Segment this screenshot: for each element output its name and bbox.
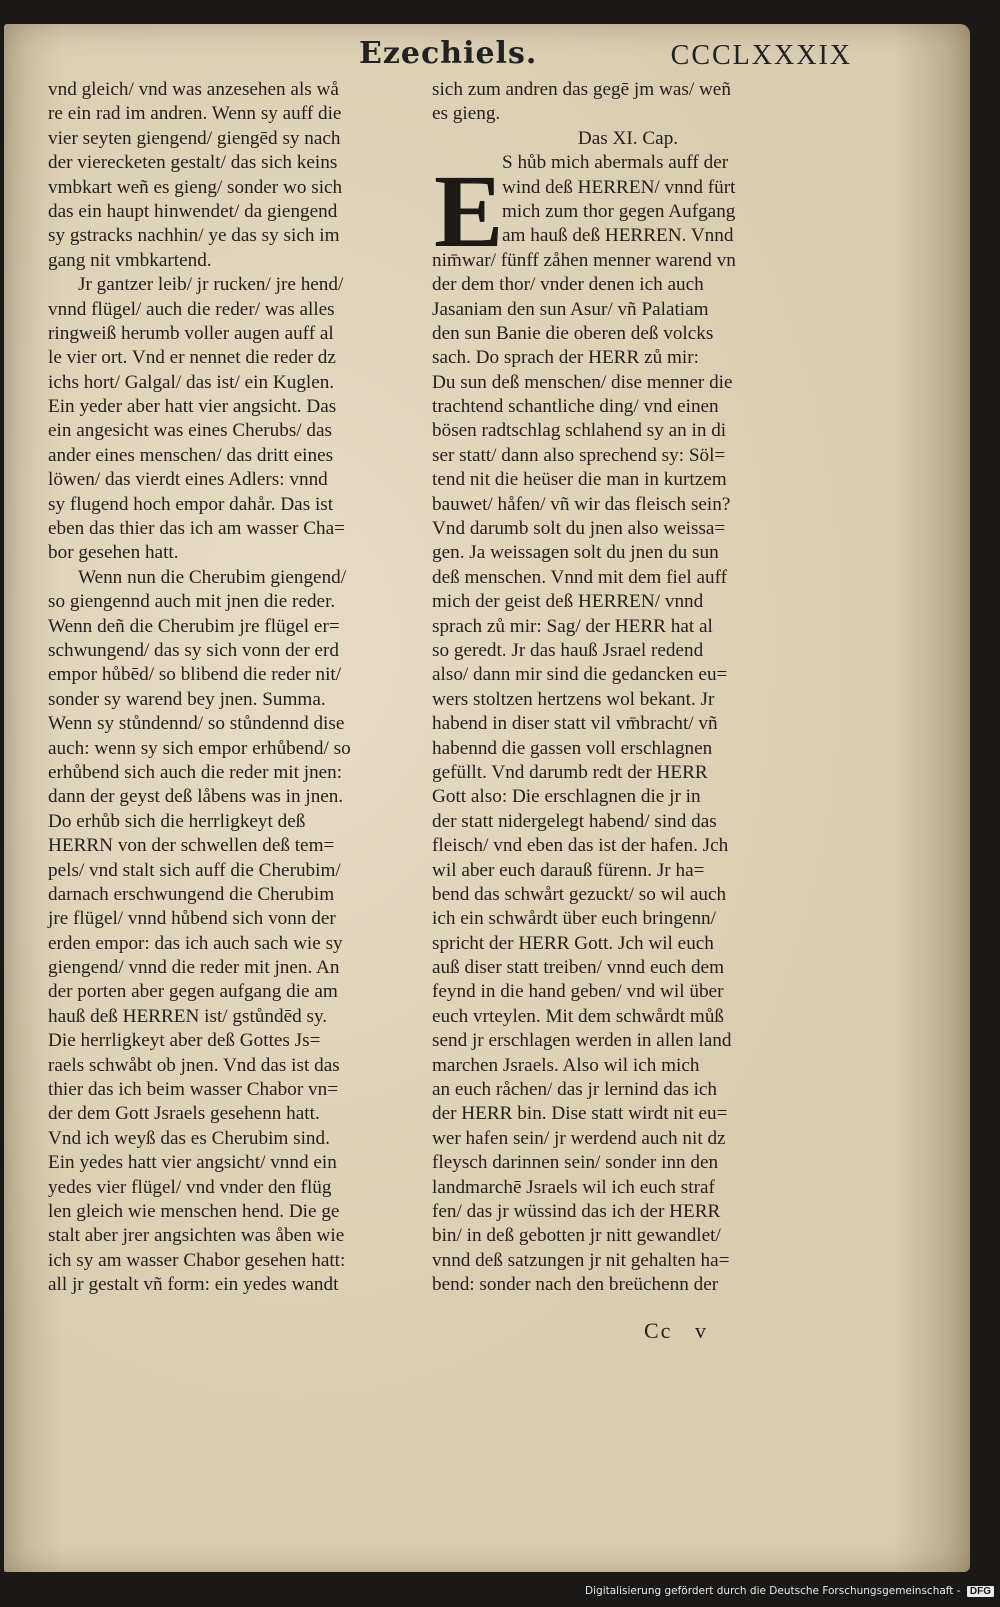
right-column-line: Du sun deß menschen/ dise menner die [432,371,733,393]
right-column-line: auß diser statt treiben/ vnnd euch dem [432,957,724,979]
left-column-line: thier das ich beim wasser Chabor vn= [48,1079,339,1101]
left-column-line: yedes vier flügel/ vnd vnder den flüg [48,1176,332,1198]
right-column-line: marchen Jsraels. Also wil ich mich [432,1054,700,1076]
chapter-heading: Das XI. Cap. [577,127,679,149]
right-text-column [432,78,824,1298]
right-column-line: wil aber euch darauß fürenn. Jr ha= [432,859,705,881]
left-column-line: vmbkart weñ es gieng/ sonder wo sich [48,176,343,198]
right-column-line: fleysch darinnen sein/ sonder inn den [432,1152,719,1174]
left-column-line: Wenn nun die Cherubim giengend/ [78,566,347,588]
right-column-line: wer hafen sein/ jr werdend auch nit dz [432,1127,726,1149]
right-column-line: sprach zů mir: Sag/ der HERR hat al [432,615,713,637]
right-column-line: habend in diser statt vil vm̄bracht/ vñ [432,713,718,735]
drop-cap-initial: E [434,154,504,269]
left-column-line: Ein yeder aber hatt vier angsicht. Das [48,396,337,418]
left-column-line: Wenn sy stůndennd/ so stůndennd dise [48,713,345,735]
left-text-column [48,78,418,1298]
right-column-line: bend das schwårt gezuckt/ so wil auch [432,883,727,905]
right-column-line: an euch råchen/ das jr lernind das ich [432,1079,718,1101]
right-column-line: ich ein schwårdt über euch bringenn/ [432,908,716,930]
right-column-line: Jasaniam den sun Asur/ vñ Palatiam [432,298,709,320]
right-column-line: wers stoltzen hertzens wol bekant. Jr [432,688,715,710]
right-column-line: fleisch/ vnd eben das ist der hafen. Jch [432,835,729,857]
left-column-line: bor gesehen hatt. [48,542,179,564]
right-column-line: gefüllt. Vnd darumb redt der HERR [432,761,708,783]
left-column-line: HERRN von der schwellen deß tem= [48,835,335,857]
right-column-line: gen. Ja weissagen solt du jnen du sun [432,542,719,564]
right-column-line: der HERR bin. Dise statt wirdt nit eu= [432,1103,728,1125]
right-column-line: der dem thor/ vnder denen ich auch [432,274,704,296]
left-column-line: ich sy am wasser Chabor gesehen hatt: [48,1249,346,1271]
right-column-line: mich der geist deß HERREN/ vnnd [432,591,704,613]
right-column-line: es gieng. [432,103,501,125]
left-column-line: len gleich wie menschen hend. Die ge [48,1200,340,1222]
right-column-line: nim̄war/ fünff zåhen menner warend vn [432,249,736,271]
left-column-line: raels schwåbt ob jnen. Vnd das ist das [48,1054,340,1076]
right-column-line: trachtend schantliche ding/ vnd einen [432,396,719,418]
right-column-line: am hauß deß HERREN. Vnnd [502,225,734,247]
left-column-line: Ein yedes hatt vier angsicht/ vnnd ein [48,1152,337,1174]
left-column-line: der porten aber gegen aufgang die am [48,981,338,1003]
right-column-line: der statt nidergelegt habend/ sind das [432,810,717,832]
right-column-line: ser statt/ dann also sprechend sy: Söl= [432,444,726,466]
left-column-line: ein angesicht was eines Cherubs/ das [48,420,333,442]
book-page [4,24,970,1572]
right-column-line: Vnd darumb solt du jnen also weissa= [432,518,726,540]
right-column-line: feynd in die hand geben/ vnd wil über [432,981,724,1003]
left-column-line: vnd gleich/ vnd was anzesehen als wå [48,79,339,100]
left-column-line: stalt aber jrer angsichten was åben wie [48,1225,345,1247]
right-column-line: bauwet/ håfen/ vñ wir das fleisch sein? [432,493,731,515]
left-column-line: sy flugend hoch empor dahår. Das ist [48,493,334,515]
left-column-line: schwungend/ das sy sich vonn der erd [48,639,339,661]
left-column-line: erden empor: das ich auch sach wie sy [48,932,343,954]
left-column-line: Do erhůb sich die herrligkeyt deß [48,810,306,832]
signature-mark: Cc v [644,1318,708,1343]
right-column-line: so geredt. Jr das hauß Jsrael redend [432,639,704,661]
left-column-line: der dem Gott Jsraels gesehenn hatt. [48,1103,320,1125]
running-head-title: Ezechiels. [359,36,538,71]
right-column-line: bend: sonder nach den breüchenn der [432,1274,719,1296]
left-column-line: auch: wenn sy sich empor erhůbend/ so [48,737,351,759]
left-column-line: ichs hort/ Galgal/ das ist/ ein Kuglen. [48,371,335,393]
left-column-line: vier seyten giengend/ giengēd sy nach [48,127,341,149]
left-column-line: re ein rad im andren. Wenn sy auff die [48,103,342,125]
right-column-line: vnnd deß satzungen jr nit gehalten ha= [432,1249,730,1271]
left-column-line: Die herrligkeyt aber deß Gottes Js= [48,1030,321,1052]
left-column-line: eben das thier das ich am wasser Cha= [48,518,345,540]
left-column-line: le vier ort. Vnd er nennet die reder dz [48,347,336,369]
right-column-line: habennd die gassen voll erschlagnen [432,737,713,759]
right-column-line: euch vrteylen. Mit dem schwårdt můß [432,1005,725,1027]
left-column-line: Vnd ich weyß das es Cherubim sind. [48,1127,330,1149]
right-column-line: bösen radtschlag schlahend sy an in di [432,420,727,442]
left-column-line: ringweiß herumb voller augen auff al [48,322,334,344]
left-column-line: darnach erschwungend die Cherubim [48,883,335,905]
right-column-line: S hůb mich abermals auff der [502,152,729,174]
right-column-line: tend nit die heüser die man in kurtzem [432,469,727,491]
left-column-line: Jr gantzer leib/ jr rucken/ jre hend/ [78,274,344,296]
left-column-line: erhůbend sich auch die reder mit jnen: [48,761,343,783]
right-column-line: mich zum thor gegen Aufgang [502,200,736,222]
right-column-line: wind deß HERREN/ vnnd fürt [502,176,736,198]
left-column-line: pels/ vnd stalt sich auff die Cherubim/ [48,859,341,881]
left-column-line: hauß deß HERREN ist/ gstůndēd sy. [48,1005,328,1027]
left-column-line: gang nit vmbkartend. [48,249,212,271]
left-column-line: dann der geyst deß låbens was in jnen. [48,786,344,808]
left-column-line: löwen/ das vierdt eines Adlers: vnnd [48,469,328,491]
right-column-line: send jr erschlagen werden in allen land [432,1030,732,1052]
right-column-line: spricht der HERR Gott. Jch wil euch [432,932,714,954]
left-column-line: so giengennd auch mit jnen die reder. [48,591,336,613]
right-column-line: Gott also: Die erschlagnen die jr in [432,786,701,808]
right-column-line: bin/ in deß gebotten jr nitt gewandlet/ [432,1225,721,1247]
right-column-line: sich zum andren das gegē jm was/ weñ [432,79,731,100]
left-column-line: sy gstracks nachhin/ ye das sy sich im [48,225,340,247]
left-column-line: der vierecketen gestalt/ das sich keins [48,152,338,174]
left-column-line: all jr gestalt vñ form: ein yedes wandt [48,1274,339,1296]
right-column-line: landmarchē Jsraels wil ich euch straf [432,1176,715,1198]
running-head [4,32,970,82]
left-column-line: ander eines menschen/ das dritt eines [48,444,334,466]
left-column-line: vnnd flügel/ auch die reder/ was alles [48,298,335,320]
digitization-credit [585,1585,994,1597]
left-column-line: giengend/ vnnd die reder mit jnen. An [48,957,340,979]
left-column-line: sonder sy warend bey jnen. Summa. [48,688,326,710]
left-column-line: Wenn deñ die Cherubim jre flügel er= [48,615,340,637]
right-column-line: also/ dann mir sind die gedancken eu= [432,664,728,686]
left-column-line: empor hůbēd/ so blibend die reder nit/ [48,664,342,686]
right-column-line: den sun Banie die oberen deß volcks [432,322,714,344]
dfg-logo: DFG [967,1586,994,1597]
right-column-line: fen/ das jr wüssind das ich der HERR [432,1200,721,1222]
credit-text: Digitalisierung gefördert durch die Deutsche Forschungsgemeinschaft - [585,1585,961,1597]
folio-number: CCCLXXXIX [670,40,852,71]
left-column-line: das ein haupt hinwendet/ da giengend [48,200,338,222]
right-column-line: sach. Do sprach der HERR zů mir: [432,347,699,369]
left-column-line: jre flügel/ vnnd hůbend sich vonn der [48,908,336,930]
right-column-line: deß menschen. Vnnd mit dem fiel auff [432,566,728,588]
